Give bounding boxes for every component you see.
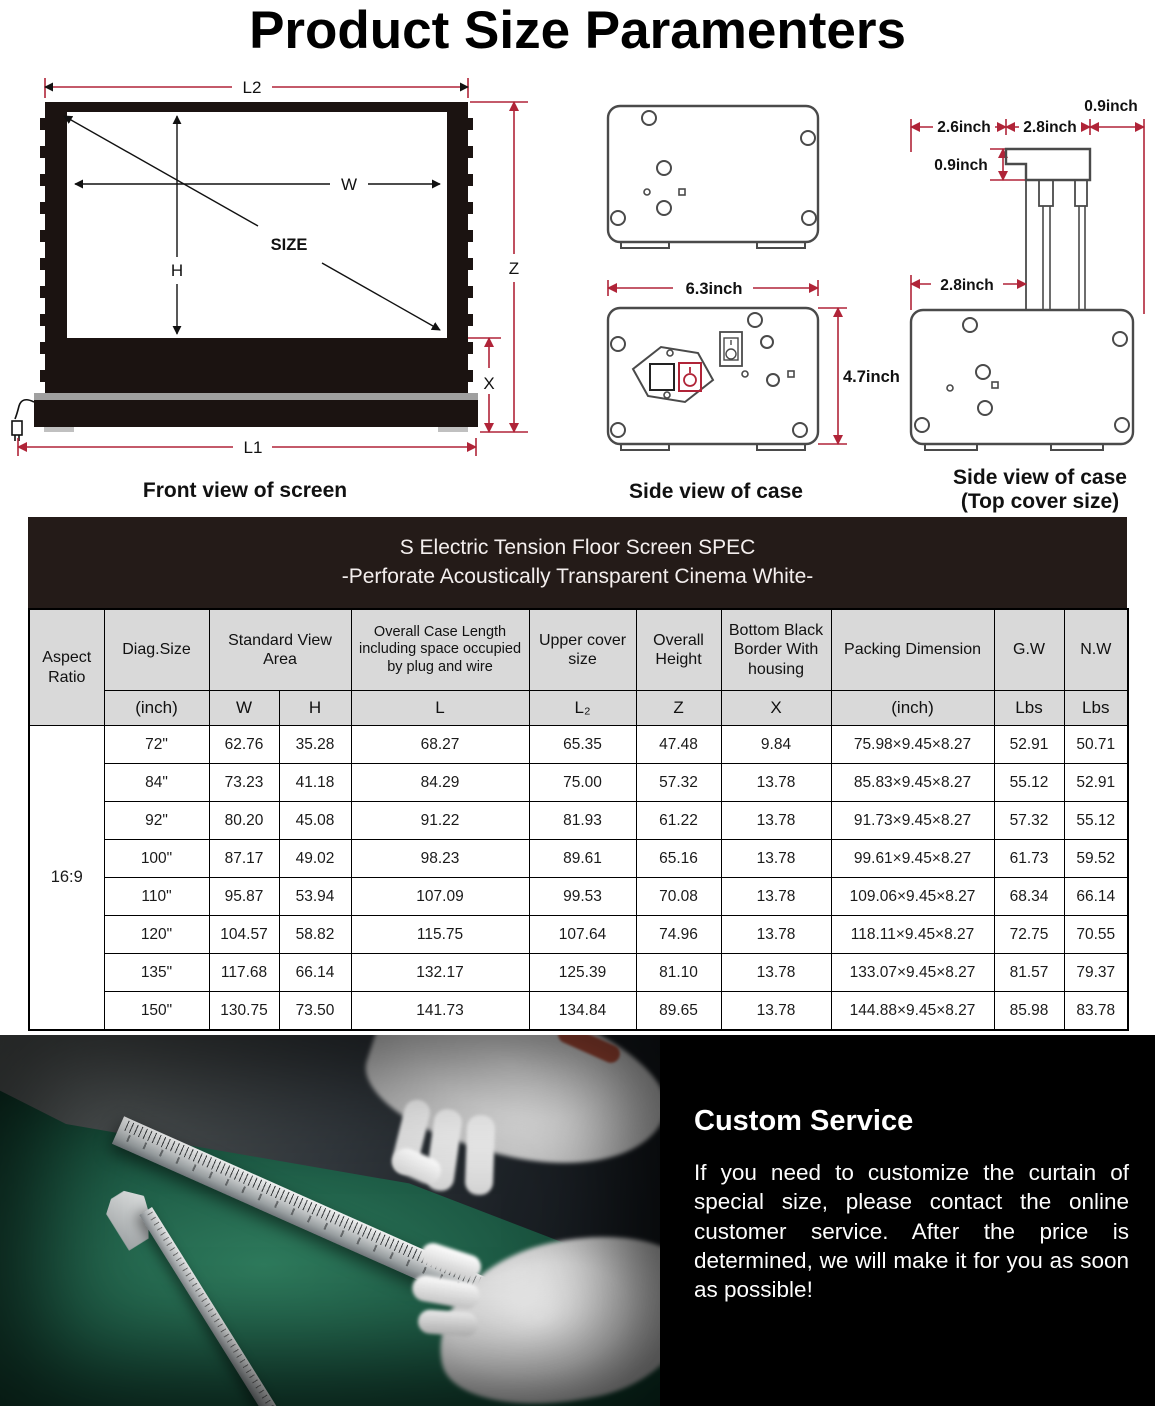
screen-housing bbox=[34, 393, 478, 432]
header-diag: Diag.Size bbox=[104, 609, 209, 691]
unit-z: Z bbox=[636, 691, 721, 726]
header-standard-view: Standard View Area bbox=[209, 609, 351, 691]
table-cell: 107.64 bbox=[529, 916, 636, 954]
table-cell: 65.16 bbox=[636, 840, 721, 878]
spec-title-band bbox=[28, 517, 1127, 608]
power-cord bbox=[12, 400, 34, 441]
seg2-dim-label: 2.8inch bbox=[1023, 119, 1077, 136]
table-cell: 55.12 bbox=[994, 764, 1064, 802]
table-cell: 66.14 bbox=[279, 954, 351, 992]
header-overall-height: Overall Height bbox=[636, 609, 721, 691]
table-cell: 99.53 bbox=[529, 878, 636, 916]
page-title: Product Size Paramenters bbox=[249, 1, 906, 60]
custom-service-body: If you need to customize the curtain of special size, please contact the online customer service. After the price is determined, we will make it for you as soon as possible! bbox=[694, 1160, 1129, 1302]
table-cell: 133.07×9.45×8.27 bbox=[831, 954, 994, 992]
case-width-label: 6.3inch bbox=[685, 280, 743, 298]
step-height-label: 0.9inch bbox=[934, 157, 988, 174]
unit-packing: (inch) bbox=[831, 691, 994, 726]
table-cell: 130.75 bbox=[209, 992, 279, 1031]
table-row bbox=[29, 878, 1128, 916]
top-cover-caption-line2: (Top cover size) bbox=[960, 490, 1120, 514]
table-cell: 91.73×9.45×8.27 bbox=[831, 802, 994, 840]
table-row bbox=[29, 992, 1128, 1031]
spec-table-head bbox=[29, 609, 1128, 726]
table-cell: 87.17 bbox=[209, 840, 279, 878]
top-cover-profile bbox=[1006, 149, 1090, 310]
table-cell: 57.32 bbox=[994, 802, 1064, 840]
spec-section bbox=[28, 517, 1127, 1031]
header-aspect: Aspect Ratio bbox=[29, 609, 104, 726]
z-dimension bbox=[470, 102, 528, 432]
spec-title-line2: -Perforate Acoustically Transparent Cinema White- bbox=[341, 564, 814, 588]
unit-l2: L₂ bbox=[529, 691, 636, 726]
table-cell: 73.23 bbox=[209, 764, 279, 802]
top-right-dim-label: 0.9inch bbox=[1084, 98, 1138, 115]
header-row bbox=[29, 609, 1128, 691]
bottom-section bbox=[0, 1035, 1155, 1406]
header-bottom-border: Bottom Black Border With housing bbox=[721, 609, 831, 691]
table-cell: 85.83×9.45×8.27 bbox=[831, 764, 994, 802]
table-cell: 125.39 bbox=[529, 954, 636, 992]
header-nw: N.W bbox=[1064, 609, 1128, 691]
l2-label: L2 bbox=[242, 78, 262, 97]
table-cell: 65.35 bbox=[529, 726, 636, 764]
table-cell: 35.28 bbox=[279, 726, 351, 764]
unit-diag: (inch) bbox=[104, 691, 209, 726]
table-cell: 61.22 bbox=[636, 802, 721, 840]
table-cell: 13.78 bbox=[721, 802, 831, 840]
table-cell: 80.20 bbox=[209, 802, 279, 840]
x-label: X bbox=[483, 374, 495, 393]
header-upper-cover: Upper cover size bbox=[529, 609, 636, 691]
unit-h: H bbox=[279, 691, 351, 726]
table-cell: 84.29 bbox=[351, 764, 529, 802]
table-row bbox=[29, 802, 1128, 840]
spec-table-body bbox=[29, 726, 1128, 1031]
table-cell: 52.91 bbox=[994, 726, 1064, 764]
table-cell: 13.78 bbox=[721, 764, 831, 802]
custom-service-heading: Custom Service bbox=[694, 1105, 914, 1137]
table-cell: 115.75 bbox=[351, 916, 529, 954]
custom-service-block bbox=[660, 1035, 1155, 1406]
table-cell: 150" bbox=[104, 992, 209, 1031]
table-cell: 118.11×9.45×8.27 bbox=[831, 916, 994, 954]
table-cell: 52.91 bbox=[1064, 764, 1128, 802]
table-cell: 109.06×9.45×8.27 bbox=[831, 878, 994, 916]
table-row bbox=[29, 840, 1128, 878]
top-cover-case bbox=[911, 310, 1133, 450]
seg1-dim-label: 2.6inch bbox=[937, 119, 991, 136]
table-cell: 45.08 bbox=[279, 802, 351, 840]
table-row bbox=[29, 954, 1128, 992]
top-cover-caption bbox=[890, 466, 1155, 514]
h-label: H bbox=[170, 261, 184, 280]
table-cell: 100" bbox=[104, 840, 209, 878]
table-cell: 70.55 bbox=[1064, 916, 1128, 954]
table-cell: 95.87 bbox=[209, 878, 279, 916]
table-cell: 13.78 bbox=[721, 992, 831, 1031]
table-cell: 9.84 bbox=[721, 726, 831, 764]
top-cover-caption-line1: Side view of case bbox=[953, 466, 1127, 489]
table-cell: 70.08 bbox=[636, 878, 721, 916]
table-cell: 73.50 bbox=[279, 992, 351, 1031]
table-cell: 66.14 bbox=[1064, 878, 1128, 916]
table-cell: 58.82 bbox=[279, 916, 351, 954]
table-cell: 81.57 bbox=[994, 954, 1064, 992]
power-inlet bbox=[633, 347, 713, 402]
table-cell: 92" bbox=[104, 802, 209, 840]
table-cell: 61.73 bbox=[994, 840, 1064, 878]
table-cell: 107.09 bbox=[351, 878, 529, 916]
table-cell: 13.78 bbox=[721, 840, 831, 878]
table-cell: 89.65 bbox=[636, 992, 721, 1031]
side-view-caption: Side view of case bbox=[629, 480, 803, 503]
table-cell: 57.32 bbox=[636, 764, 721, 802]
unit-gw: Lbs bbox=[994, 691, 1064, 726]
table-cell: 50.71 bbox=[1064, 726, 1128, 764]
unit-l: L bbox=[351, 691, 529, 726]
w-label: W bbox=[340, 175, 358, 194]
unit-nw: Lbs bbox=[1064, 691, 1128, 726]
header-packing: Packing Dimension bbox=[831, 609, 994, 691]
table-row bbox=[29, 916, 1128, 954]
front-view-caption: Front view of screen bbox=[142, 479, 348, 502]
table-cell: 135" bbox=[104, 954, 209, 992]
table-cell: 47.48 bbox=[636, 726, 721, 764]
header-overall-case-length: Overall Case Length including space occupied by plug and wire bbox=[351, 609, 529, 691]
front-view-diagram bbox=[0, 72, 540, 477]
spec-table bbox=[28, 608, 1129, 1031]
spec-title-line1: S Electric Tension Floor Screen SPEC bbox=[399, 536, 756, 560]
table-cell: 41.18 bbox=[279, 764, 351, 802]
unit-w: W bbox=[209, 691, 279, 726]
table-cell: 49.02 bbox=[279, 840, 351, 878]
l1-label: L1 bbox=[243, 438, 263, 457]
table-cell: 81.93 bbox=[529, 802, 636, 840]
table-cell: 72.75 bbox=[994, 916, 1064, 954]
mid-width-label: 2.8inch bbox=[940, 277, 994, 294]
table-cell: 75.00 bbox=[529, 764, 636, 802]
table-cell: 85.98 bbox=[994, 992, 1064, 1031]
table-cell: 13.78 bbox=[721, 954, 831, 992]
table-cell: 99.61×9.45×8.27 bbox=[831, 840, 994, 878]
table-cell: 120" bbox=[104, 916, 209, 954]
header-gw: G.W bbox=[994, 609, 1064, 691]
z-label: Z bbox=[508, 259, 520, 278]
side-view-diagram bbox=[595, 92, 907, 497]
table-cell: 104.57 bbox=[209, 916, 279, 954]
table-cell: 89.61 bbox=[529, 840, 636, 878]
table-cell: 84" bbox=[104, 764, 209, 802]
table-cell: 91.22 bbox=[351, 802, 529, 840]
table-cell: 74.96 bbox=[636, 916, 721, 954]
units-row bbox=[29, 691, 1128, 726]
table-cell: 98.23 bbox=[351, 840, 529, 878]
table-cell: 83.78 bbox=[1064, 992, 1128, 1031]
case-top-plate bbox=[608, 106, 818, 248]
table-cell: 75.98×9.45×8.27 bbox=[831, 726, 994, 764]
case-height-label: 4.7inch bbox=[843, 368, 900, 386]
table-cell: 59.52 bbox=[1064, 840, 1128, 878]
table-cell: 68.27 bbox=[351, 726, 529, 764]
aspect-ratio-cell: 16:9 bbox=[29, 726, 104, 1031]
size-label: SIZE bbox=[270, 236, 308, 254]
table-cell: 68.34 bbox=[994, 878, 1064, 916]
photo-vignette bbox=[0, 1035, 660, 1406]
table-cell: 117.68 bbox=[209, 954, 279, 992]
table-cell: 55.12 bbox=[1064, 802, 1128, 840]
table-cell: 141.73 bbox=[351, 992, 529, 1031]
table-cell: 81.10 bbox=[636, 954, 721, 992]
unit-x: X bbox=[721, 691, 831, 726]
top-cover-diagram bbox=[893, 92, 1155, 497]
table-cell: 132.17 bbox=[351, 954, 529, 992]
table-cell: 79.37 bbox=[1064, 954, 1128, 992]
table-cell: 13.78 bbox=[721, 878, 831, 916]
table-cell: 110" bbox=[104, 878, 209, 916]
table-row bbox=[29, 764, 1128, 802]
table-cell: 134.84 bbox=[529, 992, 636, 1031]
table-cell: 62.76 bbox=[209, 726, 279, 764]
table-cell: 53.94 bbox=[279, 878, 351, 916]
table-cell: 72" bbox=[104, 726, 209, 764]
table-cell: 144.88×9.45×8.27 bbox=[831, 992, 994, 1031]
table-row bbox=[29, 726, 1128, 764]
custom-service-photo bbox=[0, 1035, 660, 1406]
table-cell: 13.78 bbox=[721, 916, 831, 954]
